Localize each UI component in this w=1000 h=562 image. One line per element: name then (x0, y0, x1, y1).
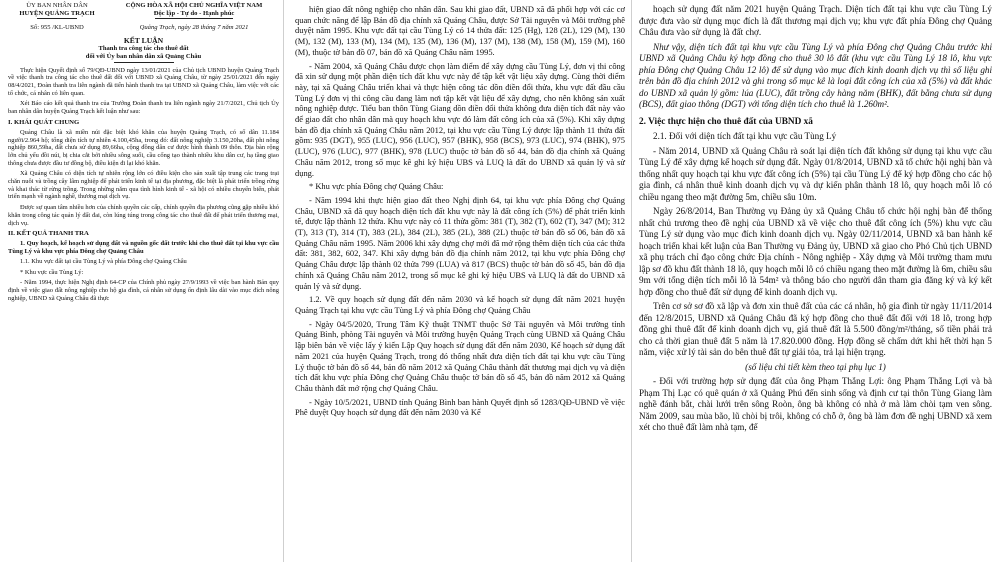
paragraph: Thực hiện Quyết định số 79/QĐ-UBND ngày 13/01/2021 của Chủ tịch UBND huyện Quảng Trạch về việc thanh tra công tác cho thuê đất đối với UBND xã Quảng Châu, từ ngày 25/01/2021 đến ngày 08/4/2021, Đoàn thanh tra liên ngành đã tiến hành thanh tra tại UBND xã Quảng Châu, làm việc với các tổ chức, cá nhân có liên quan. (8, 66, 279, 97)
paragraph: - Đối với trường hợp sử dụng đất của ông Phạm Thắng Lợi: ông Phạm Thắng Lợi và bà Phạm Thị Lạc có quê quán ở xã Quảng Phú đến sinh sống và định cư tại thôn Tùng Giang làm nghề đánh bắt, chài lưới trên sông Roòn, ông bà không có nhà ở mà làm chòi tạm ven sông. Năm 2009, sau mùa bão, lũ chòi bị trôi, không có chỗ ở, ông bà làm đơn đề nghị UBND xã xem xét cho thuê đất làm nhà tạm, để (639, 376, 992, 432)
document-number: Số: 955 /KL-UBND (30, 24, 84, 32)
paragraph: Được sự quan tâm nhiều hơn của chính quyền các cấp, chính quyền địa phương cũng gặp nhiều khó khăn trong công tác quản lý đất đai, còn lúng túng trong công tác cho thuê đất để phát triển thương mại, dịch vụ. (8, 204, 279, 227)
column-2 (283, 0, 631, 562)
paragraph: 1.1. Khu vực đất tại cầu Tùng Lý và phía Đông chợ Quảng Châu (20, 257, 187, 265)
national-header (109, 2, 279, 33)
document-header (8, 2, 279, 33)
issuer-line-1: ỦY BAN NHÂN DÂN (26, 2, 88, 9)
paragraph: Quảng Châu là xã miền núi đặc biệt khó khăn của huyện Quảng Trạch, có số dân 11.184 người/2.964 hộ; tổng diện tích tự nhiên 4.100,45ha, trong đó: đất nông nghiệp 3.150,20ha, đất phi nông nghiệp 860,59ha, đất chưa sử dụng 89,66ha, cộng đồng dân cư được hình thành 09 thôn. Địa bàn rộng lớn chủ yếu đồi núi, bị chia cắt bởi nhiều sông suối, cầu cống tạo thành nhiều khu dân cư, hạ tầng giao thông chưa được đầu tư đồng bộ, điều kiện đi lại khó khăn. (8, 128, 279, 167)
column-3 (631, 0, 1000, 562)
republic-name: CỘNG HÒA XÃ HỘI CHỦ NGHĨA VIỆT NAM (125, 2, 263, 9)
document-subtitle-2: đối với Ủy ban nhân dân xã Quảng Châu (85, 52, 202, 60)
section-heading: 2. Việc thực hiện cho thuê đất của UBND xã (639, 116, 813, 127)
paragraph: Xã Quảng Châu có diện tích tự nhiên rộng lớn có điều kiện cho sản xuất tập trung các trang trại chăn nuôi và trồng cây lâm nghiệp để phát triển kinh tế tại địa phương, đặc biệt là phát triển trồng rừng và khai thác từ rừng trồng. Trong những năm qua tình hình kinh tế - xã hội có nhiều chuyển biến, phát triển mạnh về ngành nghề, thương mại dịch vụ. (8, 170, 279, 201)
document-subtitle-1: Thanh tra công tác cho thuê đất (98, 44, 189, 52)
column-1 (0, 0, 283, 562)
place-date: Quảng Trạch, ngày 28 tháng 7 năm 2021 (139, 24, 249, 32)
paragraph: hiện giao đất nông nghiệp cho nhân dân. Sau khi giao đất, UBND xã đã phối hợp với các cơ quan chức năng để lập Bản đồ địa chính xã Quảng Châu, được Sở Tài nguyên và Môi trường phê duyệt năm 1995. Khu vực đất tại cầu Tùng Lý có 14 thửa đất: 125 (Hg), 128 (2L), 129 (M), 130 (M), 132 (M), 133 (M), 134 (M), 135 (M), 136 (M), 137 (M), 138 (M), 158 (M), 159 (M), 160 (M), thuộc tờ bản đồ 07, bản đồ xã Quảng Châu năm 1995. (295, 4, 625, 57)
section-heading: I. KHÁI QUÁT CHUNG (8, 118, 80, 126)
national-motto: Độc lập - Tự do - Hạnh phúc (153, 10, 235, 18)
subsection-heading: 1. Quy hoạch, kế hoạch sử dụng đất và nguồn gốc đất trước khi cho thuê đất tại khu vực cầu Tùng Lý và khu vực phía Đông chợ Quảng Châu (8, 240, 279, 256)
paragraph: - Năm 2014, UBND xã Quảng Châu rà soát lại diện tích đất không sử dụng tại khu vực cầu Tùng Lý để xây dựng kế hoạch sử dụng đất. Ngày 01/8/2014, UBND xã tổ chức hội nghị bàn và thống nhất quy hoạch tại khu vực đất công ích (5%) tại cầu Tùng Lý để ký hợp đồng cho các hộ gia đình, cá nhân thuê kinh doanh dịch vụ và dự kiến phân thành 18 lô, quy hoạch mỗi lô có chiều ngang theo mặt đường 5m, chiều sâu 10m. (639, 145, 992, 202)
title-rule (114, 62, 174, 63)
paragraph: * Khu vực cầu Tùng Lý: (20, 268, 84, 276)
document-title: KẾT LUẬN (123, 35, 164, 45)
paragraph: - Năm 1994, thực hiện Nghị định 64-CP của Chính phủ ngày 27/9/1993 về việc ban hành Bản quy định về việc giao đất nông nghiệp cho hộ gia đình, cá nhân sử dụng ổn định lâu dài vào mục đích nông nghiệp, UBND xã Quảng Châu đã thực (8, 279, 279, 302)
paragraph: 1.2. Về quy hoạch sử dụng đất đến năm 2030 và kế hoạch sử dụng đất năm 2021 huyện Quảng Trạch tại khu vực cầu Tùng Lý và phía Đông chợ Quảng Châu (295, 294, 625, 315)
issuer-block (8, 2, 106, 33)
paragraph: Xét Báo cáo kết quả thanh tra của Trưởng Đoàn thanh tra liên ngành ngày 21/7/2021, Chủ tịch Ủy ban nhân dân huyện Quảng Trạch kết luận như sau: (8, 100, 279, 116)
paragraph: - Ngày 04/5/2020, Trung Tâm Kỹ thuật TNMT thuộc Sở Tài nguyên và Môi trường tỉnh Quảng Bình, phòng Tài nguyên và Môi trường huyện Quảng Trạch cùng UBND xã Quảng Châu lập biên bản về việc lấy ý kiến Lập Quy hoạch sử dụng đất đến năm 2030, Kế hoạch sử dụng đất năm 2021 của huyện Quảng Trạch, trong đó thống nhất đưa diện tích đất tại khu vực cầu Tùng Lý thuộc tờ bản đồ số 44, bản đồ năm 2012 xã Quảng Châu thành đất thương mại dịch vụ và diện tích đất khu vực phía Đông chợ Quảng Châu thuộc tờ bản đồ số 45, bản đồ năm 2012 xã Quảng Châu thành đất mở rộng chợ Quảng Châu. (295, 318, 625, 393)
paragraph: - Năm 2004, xã Quảng Châu được chọn làm điểm để xây dựng cầu Tùng Lý, đơn vị thi công đã xin sử dụng một phần diện tích đất khu vực này để tập kết vật liệu xây dựng. Cùng thời điểm này, tại xã Quảng Châu triển khai và thực hiện công tác dồn điền đổi thửa, khu vực đất đầu cầu Tùng Lý đơn vị thi công cầu đang làm nơi tập kết vật liệu để xây dựng, cho nên không sản xuất nông nghiệp được. Tiểu ban thôn Tùng Giang dồn điền đổi thửa không đưa diện tích đất này vào để giao đất cho nhân dân mà quy hoạch khu vực đó làm đất công ích của xã (5%). Khi xây dựng bản đồ địa chính xã Quảng Châu năm 2012, tại khu vực cầu Tùng Lý được lập thành 11 thửa đất gồm: 935 (DGT), 955 (LUC), 956 (LUC), 957 (BHK), 958 (BCS), 973 (LUC), 974 (BHK), 975 (LUC), 976 (LUC), 977 (BHK), 978 (LUC) thuộc tờ bản đồ số 44, bản đồ địa chính xã Quảng Châu năm 2012, trong sổ mục kê ghi ký hiệu UBS và LUQ là đất do UBND xã quản lý và sử dụng. (295, 60, 625, 178)
issuer-line-2: HUYỆN QUẢNG TRẠCH (19, 10, 95, 18)
motto-rule (155, 18, 233, 19)
summary-paragraph: Như vậy, diện tích đất tại khu vực cầu Tùng Lý và phía Đông chợ Quảng Châu trước khi UBND xã Quảng Châu ký hợp đồng cho thuê 30 lô đất (khu vực cầu Tùng Lý 18 lô, khu vực phía Đông chợ Quảng Châu 12 lô) để sử dụng vào mục đích kinh doanh dịch vụ thì số liệu ghi trên bản đồ địa chính 2012 và ghi trong sổ mục kê là loại đất công ích của xã (5%) và đất khác do UBND xã quản lý gồm: lúa (LUC), đất trồng cây hàng năm (BHK), đất bằng chưa sử dụng (BCS), đất giao thông (DGT) với tổng diện tích cho thuê là 1.260m². (639, 41, 992, 109)
section-heading: II. KẾT QUẢ THANH TRA (8, 230, 89, 238)
paragraph: Ngày 26/8/2014, Ban Thường vụ Đảng ủy xã Quảng Châu tổ chức hội nghị bàn để thống nhất chủ trương theo đề nghị của UBND xã về việc cho thuê đất công ích (5%) khu vực cầu Tùng Lý sử dụng vào mục đích kinh doanh dịch vụ. Ngày 02/11/2014, UBND xã ban hành kế hoạch triển khai kết luận của Ban Thường vụ Đảng ủy, UBND xã giao cho Phó Chủ tịch UBND xã phụ trách chỉ đạo công chức Địa chính - Nông nghiệp - Xây dựng và Môi trường tham mưu lập sơ đồ khu đất thành 18 lô, quy hoạch mỗi lô có chiều ngang theo mặt đường là 6m, chiều sâu 9m với tổng diện tích mỗi lô là 54m² và thông báo cho người dân tham gia đăng ký và ký kết hợp đồng cho thuê đất sử dụng để kinh doanh dịch vụ. (639, 206, 992, 297)
issuer-rule (37, 18, 77, 19)
paragraph: - Năm 1994 khi thực hiện giao đất theo Nghị định 64, tại khu vực phía Đông chợ Quảng Châu, UBND xã đã quy hoạch diện tích đất khu vực này là đất công ích (5%) để phát triển kinh tế, được lập thành 12 thửa. Khu vực này có 11 thửa gồm: 381 (T), 382 (T), 602 (T), 347 (M); 312 (T), 313 (T), 314 (T), 383 (2L), 384 (2L), 385 (2L), 388 (2L) thuộc tờ bản đồ số 06, bản đồ xã Quảng Châu năm 1995. Năm 2006 khi xây dựng chợ mới đã mở rộng thêm diện tích của các thửa đất: 381, 382, 602, 347. Khi xây dựng bản đồ địa chính năm 2012, tại khu vực phía Đông chợ Quảng Châu được lập thành 02 thửa 799 (LUA) và 817 (BCS) thuộc tờ bản đồ số 45, bản đồ địa chính xã Quảng Châu năm 2012, trong sổ mục kê ghi ký hiệu UBS và LUQ là đất do UBND xã quản lý và sử dụng. (295, 194, 625, 291)
paragraph: Trên cơ sở sơ đồ xã lập và đơn xin thuê đất của các cá nhân, hộ gia đình từ ngày 11/11/2014 đến 12/8/2015, UBND xã Quảng Châu đã ký hợp đồng cho thuê đất đối với 18 lô, trong hợp đồng ghi thuê đất để kinh doanh dịch vụ, giá thuê đất là 5.500 đồng/m²/tháng, số tiền phải trả cho cả thời gian thuê đất 5 năm là 17.820.000 đồng. Hợp đồng sẽ chấm dứt khi hết thời hạn 5 năm, việc xử lý tài sản do bên thuê đất tự giải tỏa, trả lại hiện trạng. (639, 301, 992, 357)
paragraph: hoạch sử dụng đất năm 2021 huyện Quảng Trạch. Diện tích đất tại khu vực cầu Tùng Lý được đưa vào sử dụng mục đích là đất thương mại dịch vụ; khu vực đất phía Đông chợ Quảng Châu đưa vào sử dụng là đất chợ. (639, 4, 992, 37)
appendix-note: (số liệu chi tiết kèm theo tại phụ lục 1) (745, 361, 886, 372)
paragraph: 2.1. Đối với diện tích đất tại khu vực cầu Tùng Lý (653, 131, 837, 141)
paragraph: - Ngày 10/5/2021, UBND tỉnh Quảng Bình ban hành Quyết định số 1283/QĐ-UBND về việc Phê duyệt Quy hoạch sử dụng đất đến năm 2030 và Kế (295, 396, 625, 418)
paragraph: * Khu vực phía Đông chợ Quảng Châu: (309, 181, 444, 192)
